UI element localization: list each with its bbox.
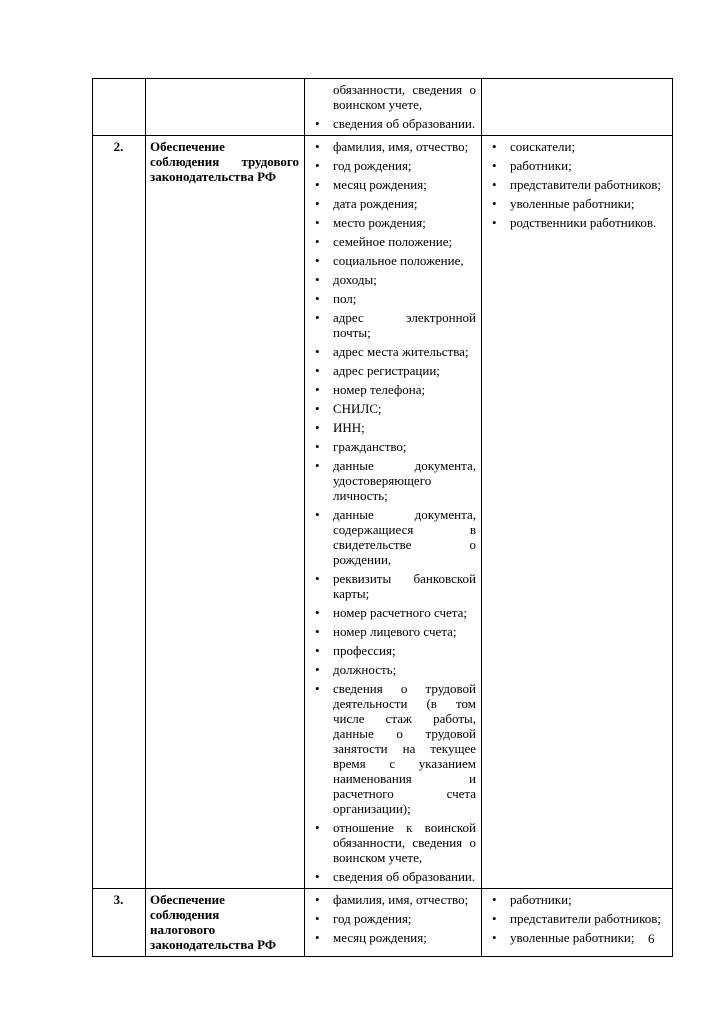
personal-data-item: • дата рождения; xyxy=(309,196,476,211)
purpose-line: Обеспечение xyxy=(150,139,225,154)
personal-data-item: • данные документа, содержащиеся в свидетельстве о рождении, xyxy=(309,507,476,567)
personal-data-item: • социальное положение, xyxy=(309,253,476,268)
subject-item: • представители работников; xyxy=(486,911,667,926)
subject-item: • соискатели; xyxy=(486,139,667,154)
personal-data-list xyxy=(309,139,476,884)
personal-data-item: • месяц рождения; xyxy=(309,930,476,945)
purpose-line: налогового xyxy=(150,922,216,937)
personal-data-item: • СНИЛС; xyxy=(309,401,476,416)
purpose-line: Обеспечение xyxy=(150,892,225,907)
personal-data-table xyxy=(92,78,673,957)
subject-item: • работники; xyxy=(486,158,667,173)
personal-data-item: • пол; xyxy=(309,291,476,306)
personal-data-item: • сведения о трудовой деятельности (в том числе стаж работы, данные о трудовой занятости на текущее время с указанием наименования и расчетного счета организации); xyxy=(309,681,476,816)
personal-data-item: • фамилия, имя, отчество; xyxy=(309,892,476,907)
row-number-cell xyxy=(93,889,146,957)
personal-data-cell xyxy=(305,136,482,889)
personal-data-item: • сведения об образовании. xyxy=(309,116,476,131)
personal-data-item: • год рождения; xyxy=(309,158,476,173)
personal-data-list xyxy=(309,892,476,945)
personal-data-item: • гражданство; xyxy=(309,439,476,454)
purpose-cell xyxy=(146,136,305,889)
row-number: 3. xyxy=(113,892,124,907)
personal-data-item: • адрес электронной почты; xyxy=(309,310,476,340)
personal-data-cell xyxy=(305,889,482,957)
purpose-line: соблюдения xyxy=(150,907,220,922)
personal-data-item: • год рождения; xyxy=(309,911,476,926)
subjects-cell xyxy=(482,136,673,889)
personal-data-item: • фамилия, имя, отчество; xyxy=(309,139,476,154)
subject-item: • родственники работников. xyxy=(486,215,667,230)
table-row xyxy=(93,79,673,136)
personal-data-item: • реквизиты банковской карты; xyxy=(309,571,476,601)
personal-data-item: • доходы; xyxy=(309,272,476,287)
personal-data-item: • адрес регистрации; xyxy=(309,363,476,378)
purpose-line: законодательства РФ xyxy=(150,937,277,952)
personal-data-cell xyxy=(305,79,482,136)
personal-data-item: • должность; xyxy=(309,662,476,677)
table-row xyxy=(93,136,673,889)
row-number-cell xyxy=(93,136,146,889)
subject-item: • работники; xyxy=(486,892,667,907)
purpose-cell xyxy=(146,79,305,136)
personal-data-item: • адрес места жительства; xyxy=(309,344,476,359)
personal-data-item: • семейное положение; xyxy=(309,234,476,249)
personal-data-item: • место рождения; xyxy=(309,215,476,230)
personal-data-item: • номер расчетного счета; xyxy=(309,605,476,620)
purpose-line: законодательства РФ xyxy=(150,169,277,184)
subject-list xyxy=(486,139,667,230)
subject-list xyxy=(486,892,667,945)
subject-item: • уволенные работники; xyxy=(486,196,667,211)
personal-data-item: • номер лицевого счета; xyxy=(309,624,476,639)
row-number: 2. xyxy=(113,139,124,154)
table-body xyxy=(93,79,673,957)
subject-item: • представители работников; xyxy=(486,177,667,192)
personal-data-item: • профессия; xyxy=(309,643,476,658)
subjects-cell xyxy=(482,889,673,957)
subjects-cell xyxy=(482,79,673,136)
personal-data-list xyxy=(309,116,476,131)
personal-data-item: • отношение к воинской обязанности, сведения о воинском учете, xyxy=(309,820,476,865)
table-row xyxy=(93,889,673,957)
personal-data-item: • сведения об образовании. xyxy=(309,869,476,884)
subject-item: • уволенные работники; xyxy=(486,930,667,945)
page-number: 6 xyxy=(648,931,655,946)
personal-data-item: • ИНН; xyxy=(309,420,476,435)
personal-data-item: • месяц рождения; xyxy=(309,177,476,192)
continuation-text: обязанности, сведения о воинском учете, xyxy=(333,82,476,112)
row-number-cell xyxy=(93,79,146,136)
purpose-line: соблюдения трудового xyxy=(150,154,299,169)
personal-data-item: • номер телефона; xyxy=(309,382,476,397)
purpose-cell xyxy=(146,889,305,957)
personal-data-item: • данные документа, удостоверяющего личность; xyxy=(309,458,476,503)
